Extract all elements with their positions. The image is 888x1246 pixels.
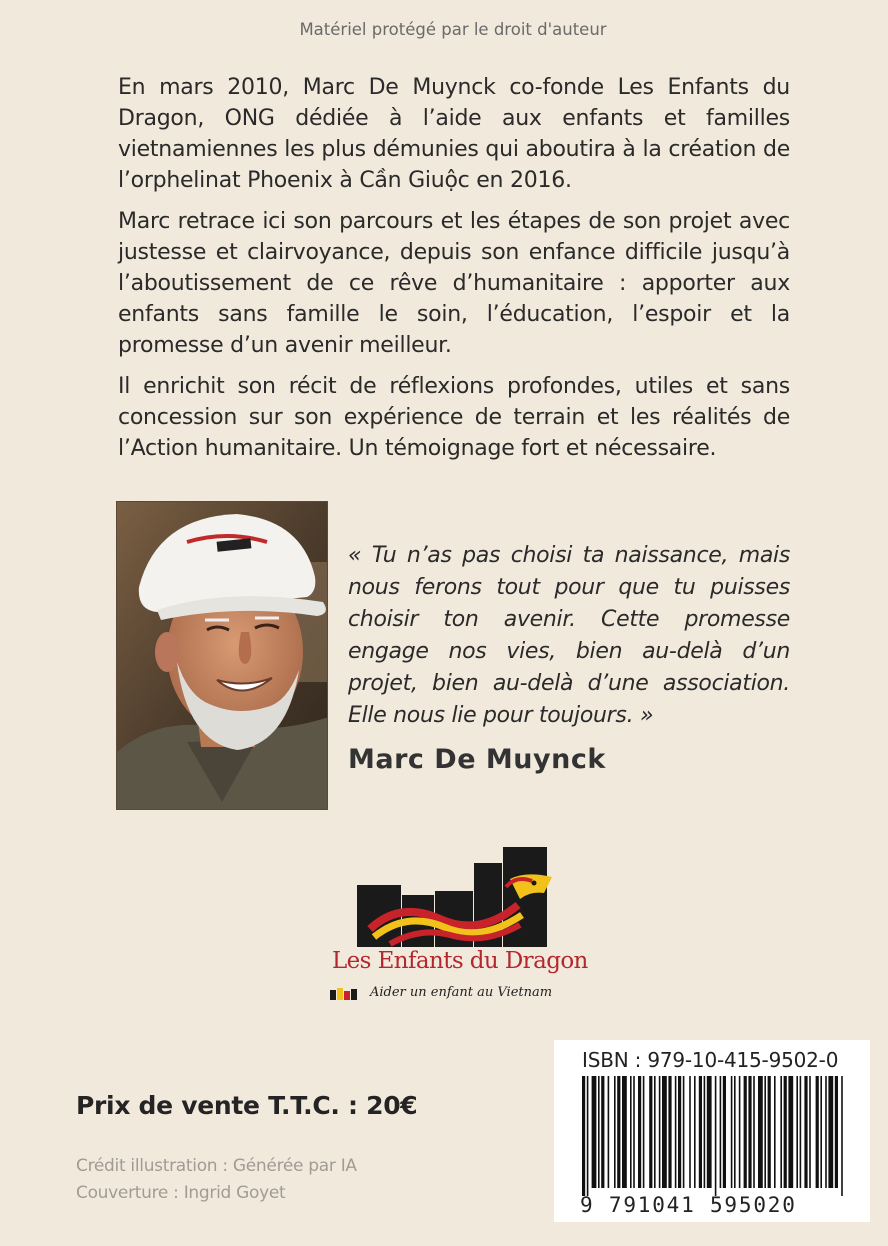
quote-author: Marc De Muynck [348, 744, 606, 775]
tagline-text: Aider un enfant au Vietnam [370, 985, 553, 1000]
credits [76, 1153, 357, 1207]
organization-tagline [330, 984, 590, 1006]
cover-credit: Couverture : Ingrid Goyet [76, 1183, 286, 1203]
synopsis-paragraph-3: Il enrichit son récit de réflexions profondes, utiles et sans concession sur son expérience de terrain et les réalités de l’Action humanitaire. Un témoignage fort et nécessaire. [118, 374, 790, 461]
author-photo [116, 501, 328, 810]
author-quote: « Tu n’as pas choisi ta naissance, mais nous ferons tout pour que tu puisses choisir ton avenir. Cette promesse engage nos vies, bien au-delà d’un projet, bien au-delà d’une association. Elle nous lie pour toujours. » [348, 543, 790, 728]
organization-name: Les Enfants du Dragon [332, 948, 588, 974]
flag-icon [330, 988, 362, 1000]
copyright-watermark: Matériel protégé par le droit d'auteur [299, 20, 607, 39]
barcode-panel [554, 1040, 870, 1222]
synopsis [118, 72, 790, 474]
illustration-credit: Crédit illustration : Générée par IA [76, 1156, 357, 1176]
synopsis-paragraph-1: En mars 2010, Marc De Muynck co-fonde Les Enfants du Dragon, ONG dédiée à l’aide aux enfants et familles vietnamiennes les plus démunies qui aboutira à la création de l’orphelinat Phoenix à Cần Giuộc en 2016. [118, 75, 790, 193]
synopsis-paragraph-2: Marc retrace ici son parcours et les étapes de son projet avec justesse et clairvoyance, depuis son enfance difficile jusqu’à l’aboutissement de ce rêve d’humanitaire : apporter aux enfants sans famille le soin, l’éducation, l’espoir et la promesse d’un avenir meilleur. [118, 209, 790, 358]
barcode-icon [582, 1076, 846, 1196]
isbn-label: ISBN : 979-10-415-9502-0 [582, 1048, 839, 1072]
sale-price: Prix de vente T.T.C. : 20€ [76, 1091, 418, 1120]
barcode-digits: 9 791041 595020 [580, 1193, 797, 1217]
